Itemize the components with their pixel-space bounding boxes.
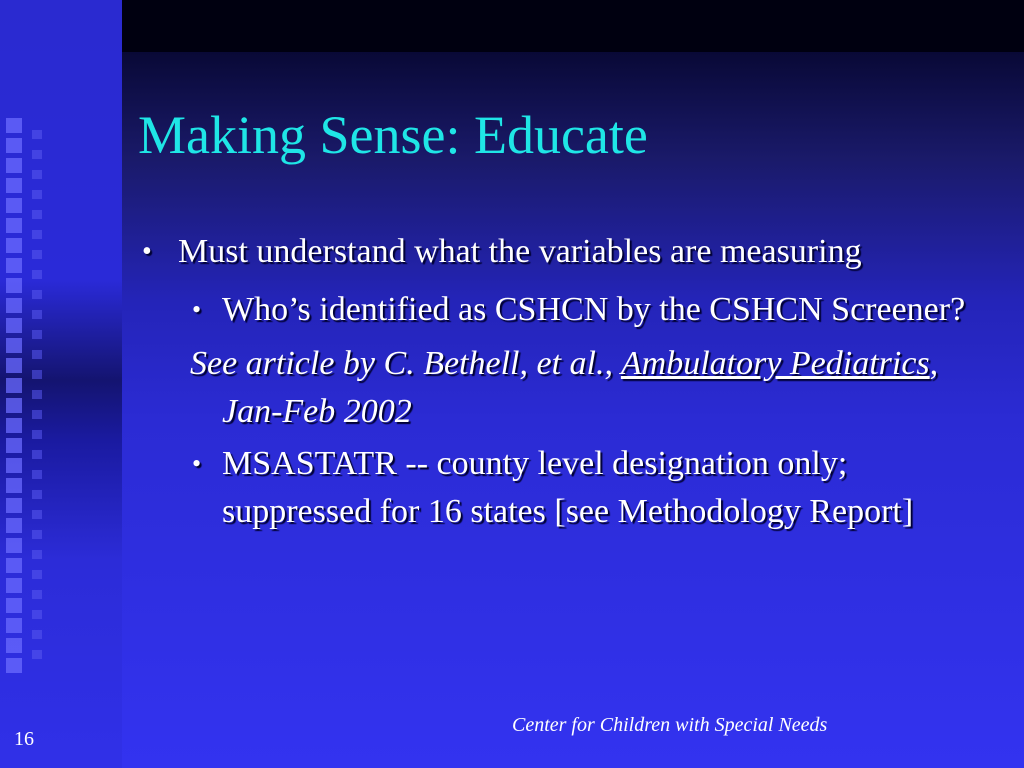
sub-bullet-msastatr bbox=[192, 440, 1000, 536]
bullet-variables bbox=[140, 230, 1000, 274]
bullet-text: Must understand what the variables are measuring bbox=[178, 233, 862, 270]
page-number: 16 bbox=[14, 728, 34, 750]
decorative-squares bbox=[6, 118, 28, 678]
reference-date: , Jan-Feb 2002 bbox=[222, 345, 939, 430]
sub-bullet-text: MSASTATR -- county level designation only; suppressed for 16 states [see Methodology Report] bbox=[222, 445, 914, 530]
slide-body bbox=[140, 230, 1000, 536]
bullet-icon: • bbox=[192, 449, 202, 478]
journal-link[interactable]: Ambulatory Pediatrics bbox=[620, 345, 930, 382]
sub-bullet-text: Who’s identified as CSHCN by the CSHCN Screener? bbox=[222, 291, 966, 328]
sub-bullet-screener bbox=[192, 286, 1000, 334]
reference-text: See article by C. Bethell, et al., bbox=[190, 345, 621, 382]
article-reference bbox=[190, 340, 1000, 436]
bullet-icon: • bbox=[142, 236, 152, 267]
left-decorative-band bbox=[0, 0, 122, 768]
top-dark-bar bbox=[122, 0, 1024, 52]
slide-title: Making Sense: Educate bbox=[138, 105, 648, 165]
footer-organization: Center for Children with Special Needs bbox=[512, 714, 828, 736]
bullet-icon: • bbox=[192, 295, 202, 324]
decorative-squares-small bbox=[32, 130, 42, 670]
